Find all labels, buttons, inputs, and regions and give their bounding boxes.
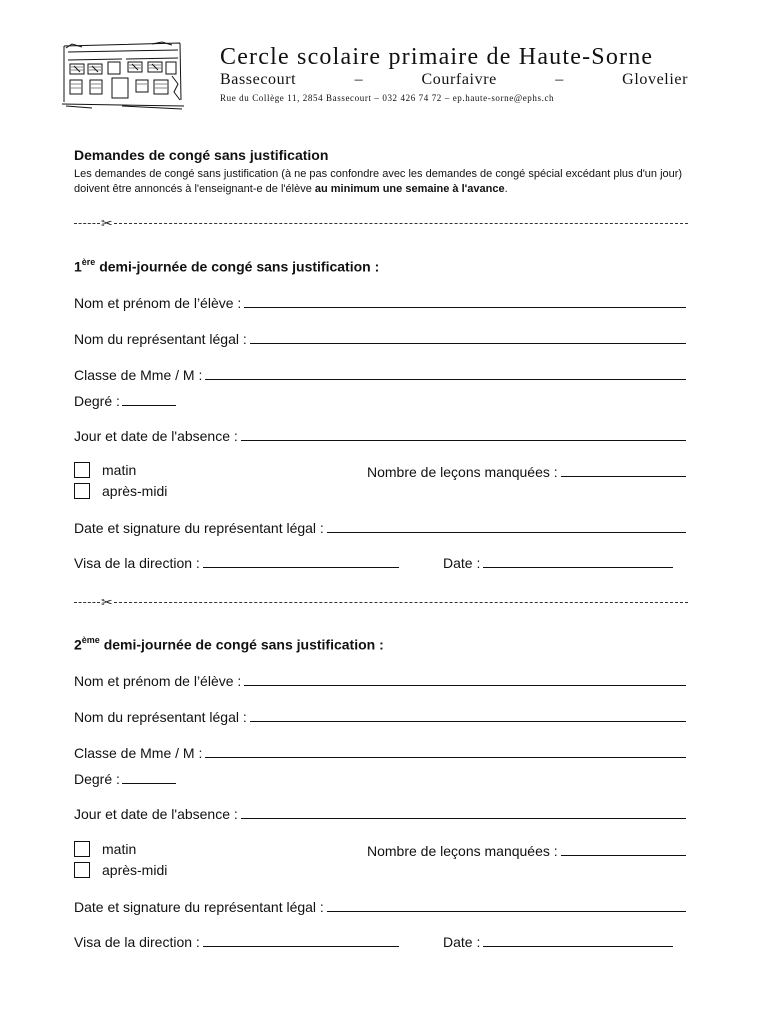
location-glovelier: Glovelier — [622, 71, 688, 88]
field-label: Degré : — [74, 393, 120, 409]
visa-date-field[interactable] — [443, 553, 673, 571]
fill-line[interactable] — [244, 307, 686, 308]
fill-line[interactable] — [250, 343, 686, 344]
field-label: Nombre de leçons manquées : — [367, 843, 558, 859]
cut-dash — [114, 223, 688, 224]
lessons-missed-field[interactable] — [367, 462, 686, 480]
fill-line[interactable] — [327, 911, 686, 912]
section-title-text: demi-journée de congé sans justification : — [99, 258, 380, 275]
section-number: 2 — [74, 636, 82, 653]
cut-dash — [74, 602, 100, 603]
location-bassecourt: Bassecourt — [220, 71, 297, 88]
afternoon-label: après-midi — [102, 483, 168, 499]
fill-line[interactable] — [561, 476, 686, 477]
intro-text-body: Les demandes de congé sans justification (à ne pas confondre avec les demandes de congé spécial excédant plus d'un jour) doivent être annoncés à l'enseignant-e de l'élève — [74, 168, 683, 195]
fill-line[interactable] — [241, 440, 686, 441]
intro-title: Demandes de congé sans justification — [74, 147, 329, 163]
cut-dash — [114, 602, 688, 603]
field-label: Nom du représentant légal : — [74, 331, 247, 347]
field-label: Visa de la direction : — [74, 934, 200, 950]
locations-line — [220, 71, 688, 89]
fill-line[interactable] — [561, 855, 686, 856]
request-section-2 — [74, 636, 686, 956]
school-building-sketch — [62, 40, 184, 110]
field-label: Nom du représentant légal : — [74, 709, 247, 725]
fill-line[interactable] — [241, 818, 686, 819]
degree-field[interactable] — [74, 769, 176, 787]
location-separator: – — [354, 71, 364, 88]
degree-field[interactable] — [74, 391, 176, 409]
visa-row — [74, 932, 686, 950]
intro-text-end: . — [504, 183, 508, 195]
cut-line — [74, 215, 688, 231]
direction-visa-field[interactable] — [74, 553, 399, 571]
field-label: Date : — [443, 934, 481, 950]
guardian-name-field[interactable] — [74, 329, 686, 347]
lessons-missed-field[interactable] — [367, 841, 686, 859]
fill-line[interactable] — [244, 685, 686, 686]
fill-line[interactable] — [122, 405, 176, 406]
scissors-icon: ✂ — [101, 215, 113, 231]
field-label: Date et signature du représentant légal : — [74, 520, 324, 536]
intro-text-emphasis: au minimum une semaine à l'avance — [314, 183, 505, 195]
fill-line[interactable] — [483, 946, 673, 947]
guardian-name-field[interactable] — [74, 707, 686, 725]
absence-date-field[interactable] — [74, 804, 686, 822]
guardian-signature-field[interactable] — [74, 518, 686, 536]
morning-label: matin — [102, 841, 137, 857]
student-name-field[interactable] — [74, 671, 686, 689]
section-title — [74, 636, 384, 653]
morning-option[interactable] — [74, 460, 136, 480]
fill-line[interactable] — [250, 721, 686, 722]
section-ordinal: ère — [81, 257, 96, 267]
visa-date-field[interactable] — [443, 932, 673, 950]
afternoon-option[interactable] — [74, 481, 167, 501]
fill-line[interactable] — [122, 783, 176, 784]
section-title-text: demi-journée de congé sans justification : — [103, 636, 384, 653]
student-name-field[interactable] — [74, 293, 686, 311]
request-section-1 — [74, 258, 686, 578]
field-label: Nombre de leçons manquées : — [367, 464, 558, 480]
guardian-signature-field[interactable] — [74, 897, 686, 915]
fill-line[interactable] — [203, 946, 399, 947]
scissors-icon: ✂ — [101, 594, 113, 610]
field-label: Classe de Mme / M : — [74, 745, 203, 761]
afternoon-label: après-midi — [102, 862, 168, 878]
direction-visa-field[interactable] — [74, 932, 399, 950]
field-label: Nom et prénom de l’élève : — [74, 673, 242, 689]
fill-line[interactable] — [203, 567, 399, 568]
morning-label: matin — [102, 462, 137, 478]
school-logo — [62, 40, 184, 110]
morning-option[interactable] — [74, 839, 136, 859]
field-label: Date : — [443, 555, 481, 571]
field-label: Nom et prénom de l’élève : — [74, 295, 242, 311]
morning-checkbox[interactable] — [74, 841, 90, 857]
section-ordinal: ème — [81, 635, 100, 645]
section-number: 1 — [74, 258, 82, 275]
afternoon-option[interactable] — [74, 860, 167, 880]
afternoon-checkbox[interactable] — [74, 483, 90, 499]
school-address: Rue du Collège 11, 2854 Bassecourt – 032 426 74 72 – ep.haute-sorne@ephs.ch — [220, 93, 555, 103]
cut-line — [74, 594, 688, 610]
fill-line[interactable] — [205, 379, 686, 380]
morning-checkbox[interactable] — [74, 462, 90, 478]
cut-dash — [74, 223, 100, 224]
absence-date-field[interactable] — [74, 426, 686, 444]
fill-line[interactable] — [483, 567, 673, 568]
field-label: Degré : — [74, 771, 120, 787]
section-title — [74, 258, 379, 275]
field-label: Visa de la direction : — [74, 555, 200, 571]
field-label: Date et signature du représentant légal : — [74, 899, 324, 915]
class-field[interactable] — [74, 743, 686, 761]
intro-text — [74, 167, 694, 197]
afternoon-checkbox[interactable] — [74, 862, 90, 878]
school-name: Cercle scolaire primaire de Haute-Sorne — [220, 44, 654, 70]
visa-row — [74, 553, 686, 571]
fill-line[interactable] — [327, 532, 686, 533]
fill-line[interactable] — [205, 757, 686, 758]
location-courfaivre: Courfaivre — [421, 71, 497, 88]
field-label: Jour et date de l'absence : — [74, 428, 238, 444]
location-separator: – — [555, 71, 564, 88]
field-label: Jour et date de l'absence : — [74, 806, 238, 822]
class-field[interactable] — [74, 365, 686, 383]
field-label: Classe de Mme / M : — [74, 367, 203, 383]
